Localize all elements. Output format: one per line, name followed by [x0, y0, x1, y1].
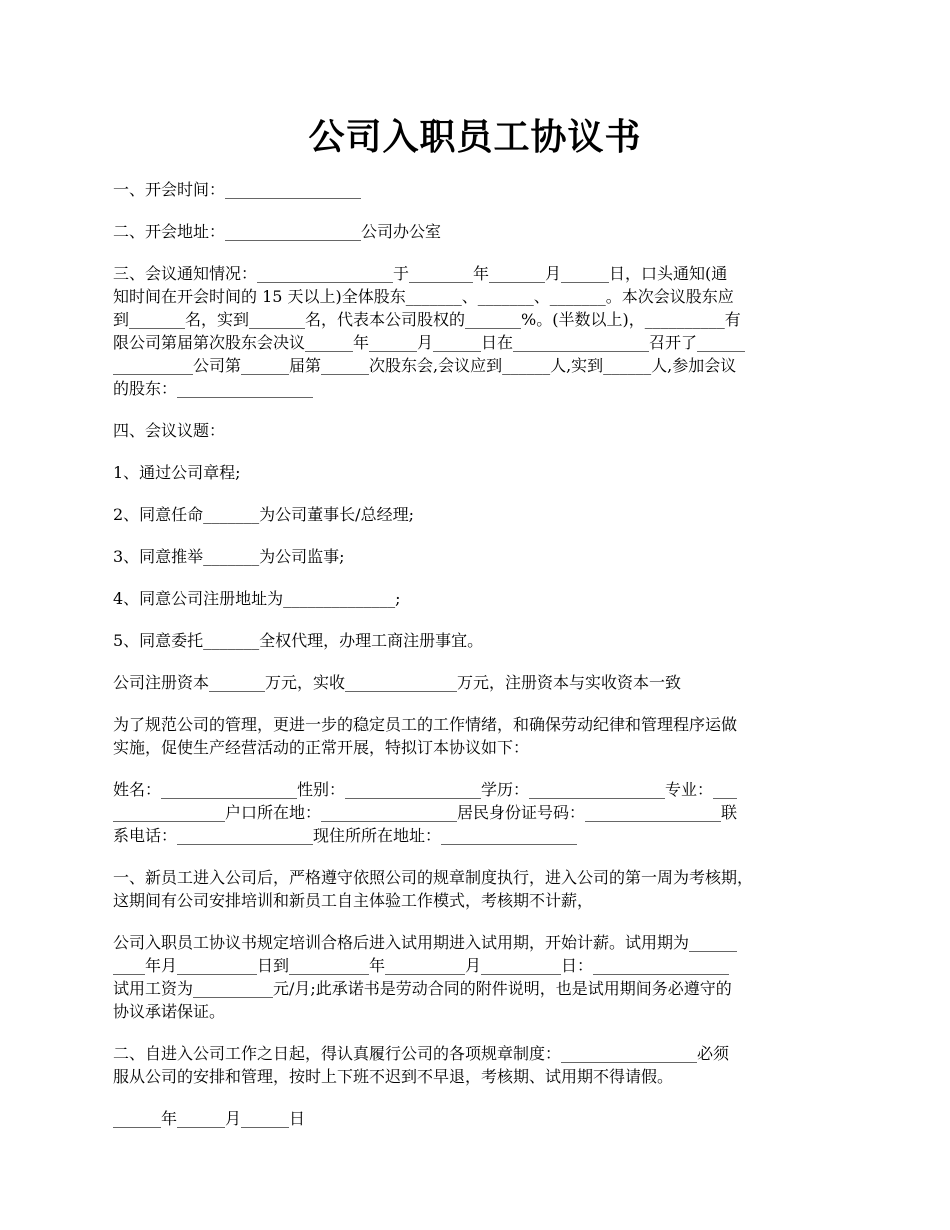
text-line: ____年月__________日到__________年__________月__________日：_________________	[113, 956, 730, 975]
text-line: 姓名：_________________性别：_________________学历：_________________专业：___	[113, 780, 738, 799]
clause-one-paragraph	[113, 866, 858, 912]
document-body	[113, 178, 858, 1149]
text-line: 知时间在开会时间的 15 天以上)全体股东_______、_______、_______。本次会议股东应	[113, 287, 734, 306]
text-line: 二、自进入公司工作之日起，得认真履行公司的各项规章制度：_________________必须	[113, 1044, 730, 1063]
text-line: 到_______名，实到_______名，代表本公司股权的_______%。(半数以上)，__________有	[113, 310, 741, 329]
text-line: 三、会议通知情况：_________________于________年_______月______日，口头通知(通	[113, 264, 728, 283]
text-line: 公司入职员工协议书规定培训合格后进入试用期进入试用期，开始计薪。试用期为______	[113, 933, 738, 952]
text-line: __________公司第______届第______次股东会,会议应到______人,实到______人,参加会议	[113, 356, 737, 375]
probation-paragraph	[113, 931, 858, 1023]
personal-info-paragraph	[113, 778, 858, 847]
text-line: 试用工资为__________元/月;此承诺书是劳动合同的附件说明，也是试用期间务必遵守的	[113, 979, 732, 998]
document-title: 公司入职员工协议书	[308, 116, 642, 158]
text-line: ______________户口所在地：_________________居民身份证号码：_________________联	[113, 803, 738, 822]
agenda-item: 2、同意任命_______为公司董事长/总经理;	[113, 505, 414, 524]
agenda-item: 5、同意委托_______全权代理，办理工商注册事宜。	[113, 631, 484, 650]
clause-two-paragraph	[113, 1042, 858, 1088]
text-line: 的股东：_________________	[113, 379, 314, 398]
text-line: 协议承诺保证。	[113, 1002, 226, 1021]
date-line: ______年______月______日	[113, 1109, 306, 1128]
purpose-paragraph	[113, 713, 858, 759]
text-line: 实施，促使生产经营活动的正常开展，特拟订本协议如下：	[113, 738, 530, 757]
text-line: 限公司第届第次股东会决议______年______月______日在_________________召开了______	[113, 333, 746, 352]
text-line: 为了规范公司的管理，更进一步的稳定员工的工作情绪，和确保劳动纪律和管理程序运做	[113, 715, 738, 734]
meeting-place: 二、开会地址：_________________公司办公室	[113, 222, 442, 241]
agenda-item: 1、通过公司章程;	[113, 463, 241, 482]
text-line: 系电话：_________________现住所所在地址：_________________	[113, 826, 578, 845]
text-line: 这期间有公司安排培训和新员工自主体验工作模式，考核期不计薪，	[113, 891, 594, 910]
text-line: 服从公司的安排和管理，按时上下班不迟到不早退，考核期、试用期不得请假。	[113, 1067, 674, 1086]
text-line: 一、新员工进入公司后，严格遵守依照公司的规章制度执行，进入公司的第一周为考核期，	[113, 868, 754, 887]
agenda-heading: 四、会议议题：	[113, 421, 226, 440]
registered-capital: 公司注册资本_______万元，实收______________万元，注册资本与实收资本一致	[113, 673, 682, 692]
agenda-item: 3、同意推举_______为公司监事;	[113, 547, 345, 566]
meeting-notice-paragraph	[113, 262, 858, 400]
meeting-time: 一、开会时间：_________________	[113, 180, 362, 199]
agenda-item: 4、同意公司注册地址为______________;	[113, 589, 401, 608]
